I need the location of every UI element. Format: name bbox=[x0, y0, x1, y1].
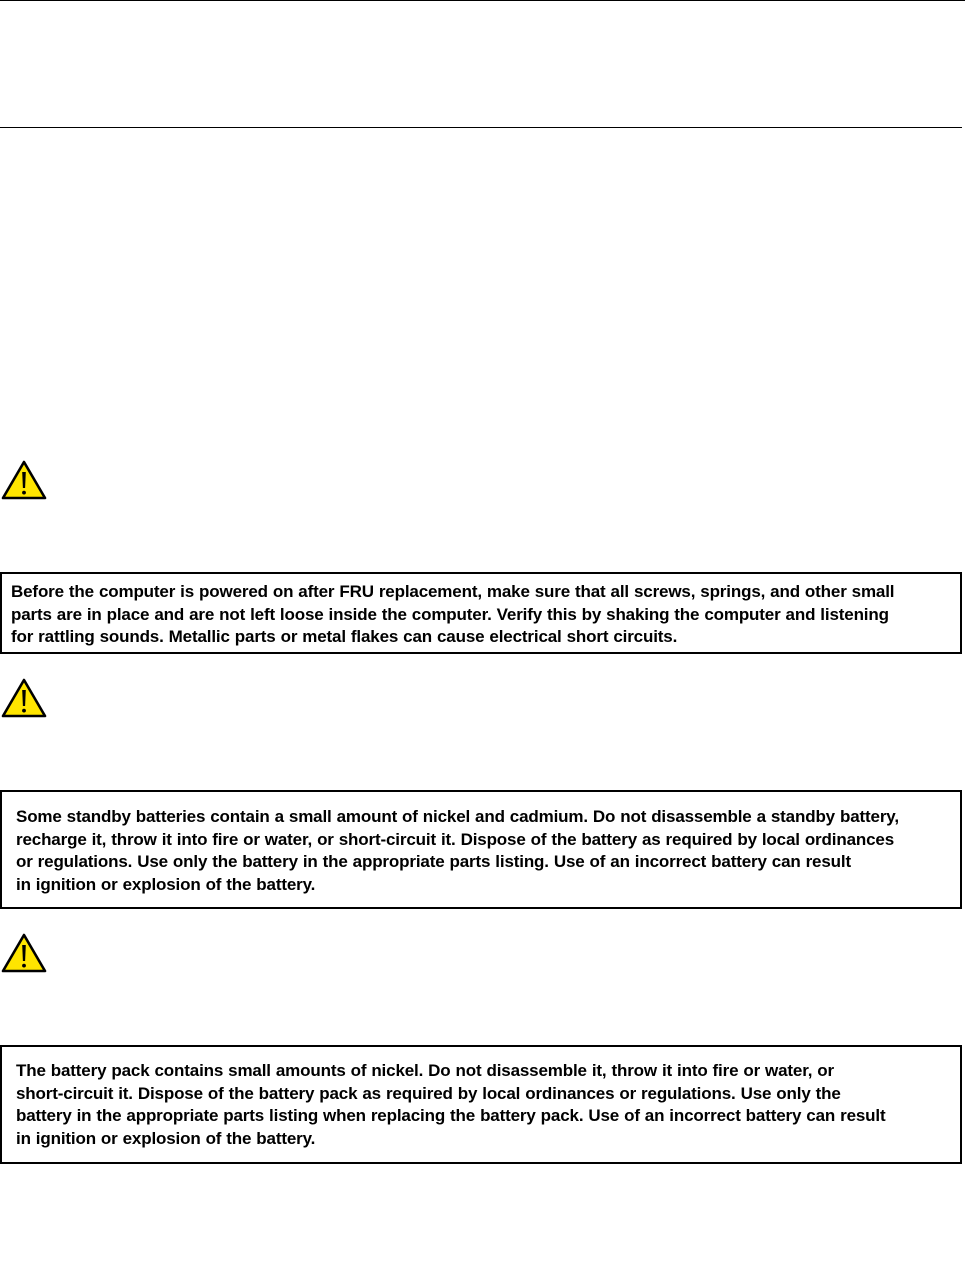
notice-line: in ignition or explosion of the battery. bbox=[16, 875, 316, 895]
header-rule bbox=[0, 127, 962, 128]
notice-line: in ignition or explosion of the battery. bbox=[16, 1129, 316, 1149]
top-rule bbox=[0, 0, 965, 1]
notice-line: short-circuit it. Dispose of the battery pack as required by local ordinances or regulations. Use only the bbox=[16, 1083, 841, 1103]
caution-notice-standby-battery bbox=[0, 790, 962, 909]
warning-triangle-icon bbox=[1, 932, 47, 974]
warning-triangle-icon bbox=[1, 677, 47, 719]
notice-line: Before the computer is powered on after FRU replacement, make sure that all screws, springs, and other small bbox=[11, 582, 895, 601]
notice-line: for rattling sounds. Metallic parts or metal flakes can cause electrical short circuits. bbox=[11, 627, 678, 647]
warning-triangle-icon bbox=[1, 459, 47, 501]
notice-line: battery in the appropriate parts listing when replacing the battery pack. Use of an incorrect battery can result bbox=[16, 1106, 886, 1126]
notice-line: parts are in place and are not left loose inside the computer. Verify this by shaking the computer and listening bbox=[11, 604, 889, 624]
notice-line: Some standby batteries contain a small amount of nickel and cadmium. Do not disassemble a standby battery, bbox=[16, 807, 899, 826]
notice-line: The battery pack contains small amounts of nickel. Do not disassemble it, throw it into fire or water, or bbox=[16, 1061, 835, 1080]
notice-line: recharge it, throw it into fire or water, or short-circuit it. Dispose of the battery as required by local ordinances bbox=[16, 829, 895, 849]
notice-line: or regulations. Use only the battery in the appropriate parts listing. Use of an incorrect battery can result bbox=[16, 852, 851, 872]
caution-notice-battery-pack bbox=[0, 1045, 962, 1164]
caution-notice-fru-replacement bbox=[0, 572, 962, 654]
